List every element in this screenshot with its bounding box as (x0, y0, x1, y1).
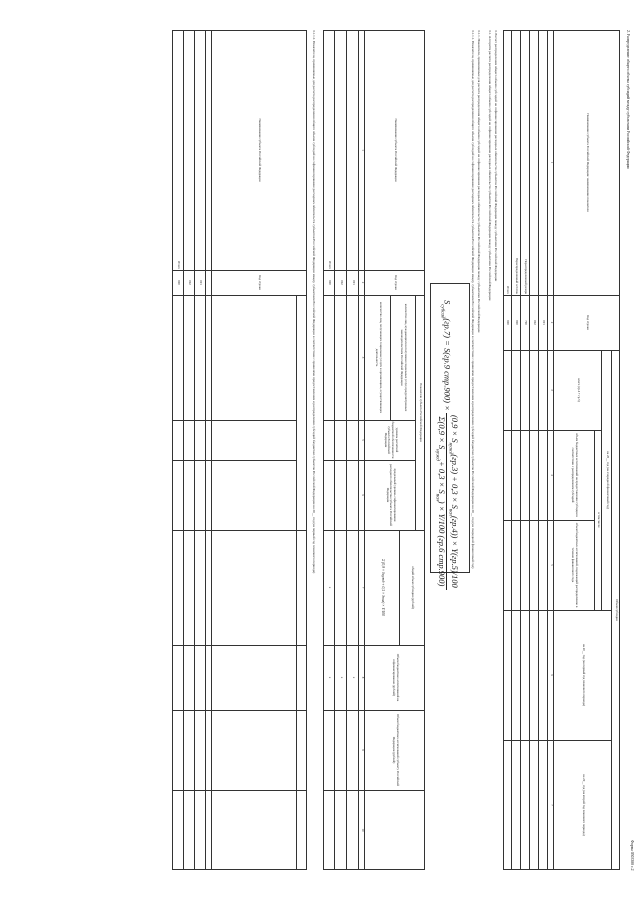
section3-1-1-title: 3.1.1. Показатели, применяемые для расчета распределения общего объема субсидий на софинансирование расходных обязательств субъектов Российской Федерации между субъектами Российской Федерации (477, 30, 481, 333)
t1-h3: количество лиц, нуждающихся в получении социальных услуг, предусмотренных законодательством Российской Федерации (400, 303, 409, 412)
formula-den-3: ) × Y/100 (гр.6 стр.900) (436, 500, 447, 587)
t1-col-code-header: Код строки (393, 275, 398, 290)
s2-num: 4 (549, 474, 554, 476)
t1-num: 3 (360, 356, 365, 359)
t1-row-label: Итого (327, 261, 332, 269)
s2-num: 1 (549, 161, 554, 164)
t1-row-code: 002 (339, 280, 344, 285)
t1-row-v8: x (351, 676, 356, 679)
t1-row-label (347, 30, 359, 270)
section3-1-1-1-title: 3.1.1.1. Показатели, применяемые для расчета распределения общего объема субсидий на софинансирование расходных обязательств субъектов Российской Федерации между субъектами Российской Федерации в соответствии с правилами предоставления и распределения субсидий бюджетам субъектов Российской Федерации на 20__ год (на очередной финансовый год) (471, 30, 475, 569)
t1-h4: количество лиц, получающих социальные услуги в организациях, осуществляющих деятельность (375, 301, 383, 414)
s2-num: 5 (549, 564, 554, 566)
section3-1-1-2-title: 3.1.1.2. Показатели, применяемые для расчета распределения общего объема субсидий на софинансирование расходных обязательств субъектов Российской Федерации между субъектами Российской Федерации в соответствии с правилами предоставления и распределения субсидий бюджетам субъектов Российской Федерации на 20__ год (на первый год планового периода) (312, 30, 316, 574)
t1-num: 9 (360, 749, 365, 751)
t2-row-code: 900 (176, 280, 181, 285)
s2-row-label (539, 30, 548, 295)
t1-num: 1 (360, 149, 365, 151)
s2-year-head: Объем субсидии (614, 599, 619, 621)
formula-num-2: (гр.3) + 0,3 × S (450, 454, 460, 509)
t1-h6: предельный уровень софинансирования расходного обязательства субъекта Российской Федерации (385, 464, 397, 526)
s2-num: 2 (549, 321, 554, 324)
s2-year1-a: объем бюджетных ассигнований на предоставление субсидии в соответствии с распределением субсидий (571, 433, 580, 517)
t1-row-v8: x (327, 676, 332, 679)
formula-num-1: (0,9 × S (450, 414, 460, 443)
t1-h10 (365, 790, 425, 870)
t1-row-v8: x (339, 676, 344, 679)
t1-h7-formula: Σ (0,9 × Sнужд + 0,3 × Sпол) × Y/100 (380, 559, 385, 616)
s2-year1-sub: в том числе (597, 512, 602, 528)
t1-row-v7: x (327, 586, 332, 589)
section2-title: 2. Распределение общего объема субсидий между субъектами Российской Федерации (626, 30, 630, 169)
s2-num: 3 (549, 389, 554, 391)
t2-col-code-header: Код строки (258, 275, 263, 290)
s2-row-code: 001 (542, 320, 547, 325)
t1-h5: уровень расчетной бюджетной обеспеченности субъекта Российской Федерации (383, 421, 399, 459)
s2-row-label (530, 30, 539, 295)
section3-title: 3. Расчет распределения общего объема субсидий на софинансирование расходных обязательств субъектов Российской Федерации между субъектами Российской Федерации (494, 30, 498, 282)
s2-row-code: 002 (533, 320, 538, 325)
t1-row-code: 001 (351, 280, 356, 285)
t1-h9: Объем бюджетных ассигнований субъекту Российской Федерации (рублей) (392, 713, 400, 787)
form-code: Форма 0503388 с.2 (630, 840, 634, 871)
t1-group: Показатели субъекта Российской Федерации (419, 383, 424, 442)
formula-sub: субсид (439, 304, 445, 319)
s2-row-code: 700 (524, 320, 529, 325)
s2-year1-b: объем бюджетных ассигнований, подлежащий распределению в течение финансового года (571, 522, 580, 608)
s2-col-name-header: Наименование субъекта Российской Федерации/ наименование показателя (585, 113, 590, 212)
t1-num: 2 (360, 281, 365, 284)
s2-year3: на 20__ год (на второй год планового периода) (581, 774, 586, 836)
s2-row-label: Итого (506, 286, 511, 294)
t1-num: 6 (360, 494, 365, 496)
t1-num: 8 (360, 676, 365, 679)
t1-h8: Объем бюджетных ассигнований на софинансирование (рублей) (392, 653, 400, 702)
s2-num: 7 (549, 804, 554, 806)
t1-num: 7 (360, 586, 365, 589)
section3-1-title: 3.1. Алгоритм расчета распределения общего объема субсидий на софинансирование расходных обязательств субъектов Российской Федерации между субъектами Российской Федерации (488, 30, 492, 301)
s2-year1: на 20__ год (на очередной финансовый год) (605, 451, 610, 509)
s2-col-code-header: Код строки (585, 315, 590, 330)
s2-year1-total: всего (гр.4 + гр.5) (576, 378, 581, 402)
formula-num-3: (гр.4)) × Y(гр.5)/100 (450, 515, 460, 588)
t2-row-label: Итого (176, 261, 181, 269)
t1-col-name-header: Наименование субъекта Российской Федерации (393, 118, 398, 182)
s2-year2: на 20__ год (на первый год планового периода) (581, 643, 586, 707)
t1-row-label (335, 30, 347, 270)
s2-row-label: Нераспределенный резерв (524, 259, 529, 294)
s2-num: 6 (549, 674, 554, 676)
t2-row-code: 001 (199, 280, 204, 285)
t1-row-code: 900 (327, 280, 332, 285)
s2-row-code: 800 (515, 320, 520, 325)
s2-row-code: 900 (506, 320, 511, 325)
formula-den-1: Σ(0,9 × S (436, 416, 447, 450)
t2-row-label (195, 30, 206, 270)
formula-den-2: + 0,3 × S (436, 460, 447, 494)
t2-row-label (184, 30, 195, 270)
formula (434, 300, 459, 590)
t2-col-name-header: Наименование субъекта Российской Федерации (258, 118, 263, 182)
formula-lhs: S (442, 300, 453, 305)
s2-row-label: Нераспределенный остаток (515, 257, 520, 294)
t1-num: 10 (360, 828, 365, 832)
t1-h7: общий объем субсидии (рублей) (411, 566, 416, 609)
t2-row-code: 002 (188, 280, 193, 285)
formula-rest: (гр.7) = S(гр.9 стр.900) × (442, 318, 453, 411)
t1-num: 5 (360, 439, 365, 441)
formula-fraction: $(0,9 \times S_{нужд}(гр.3) + 0,3 \times S_{пол}(гр.4)) \times Y(гр.5)/100$ $\Sigma(0,9 \times S_{нужд}+ 0,3 \times S_{пол}) \times Y/100$ (гр.6 стр.900) (434, 414, 460, 588)
